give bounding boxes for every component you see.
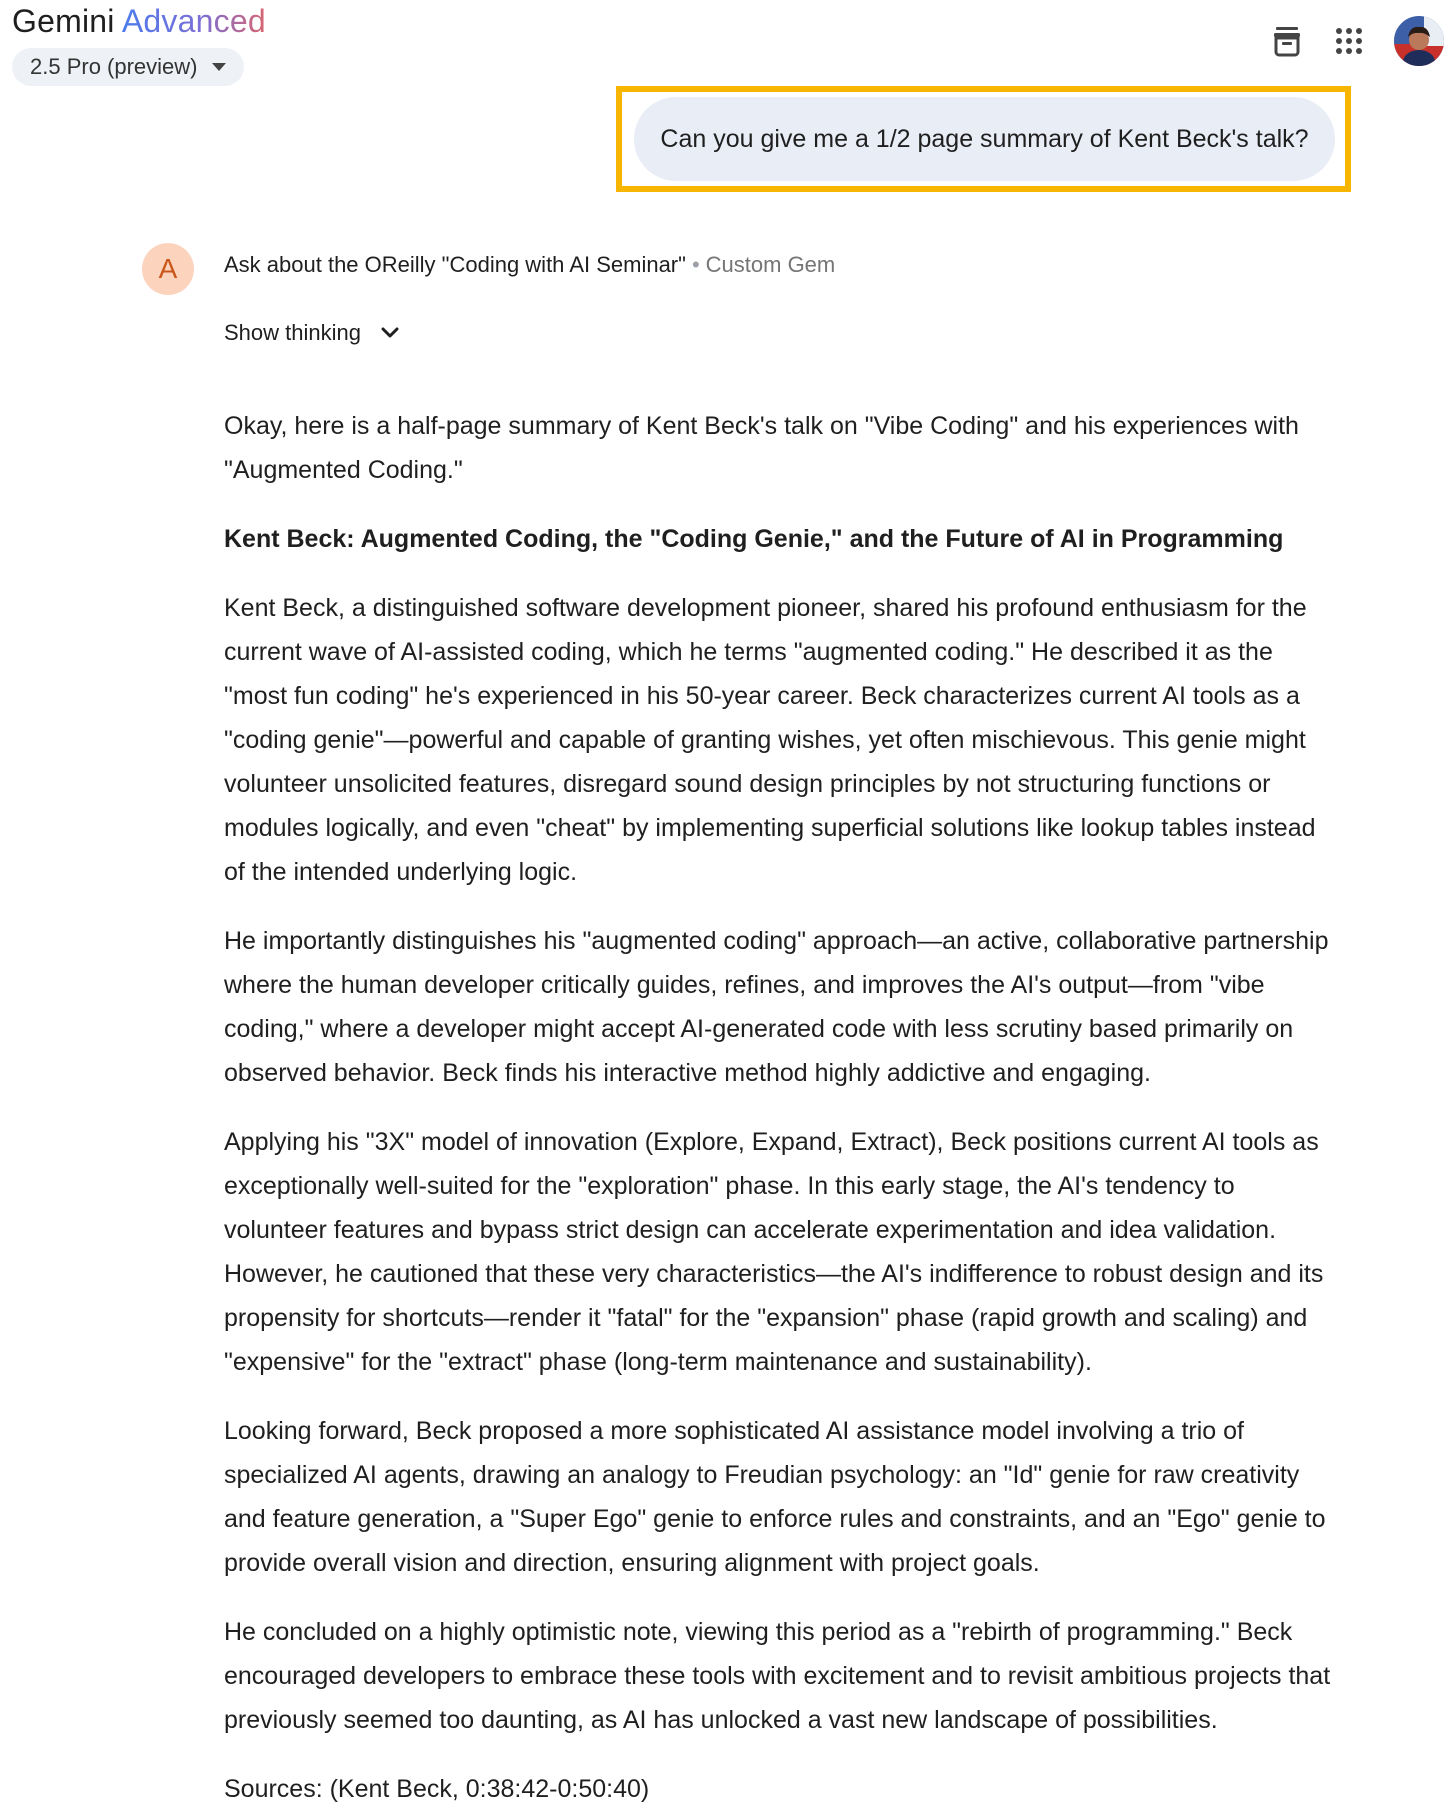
gem-title bbox=[224, 252, 835, 278]
response-sources: Sources: (Kent Beck, 0:38:42-0:50:40) bbox=[224, 1775, 650, 1803]
user-message bbox=[634, 97, 1335, 181]
response-intro: Okay, here is a half-page summary of Kent Beck's talk on "Vibe Coding" and his experiences with "Augmented Coding." bbox=[224, 412, 1299, 484]
brand-tier: Advanced bbox=[121, 3, 266, 39]
user-avatar[interactable] bbox=[1394, 16, 1444, 66]
show-thinking-label: Show thinking bbox=[224, 320, 361, 345]
apps-grid-icon bbox=[1335, 27, 1363, 55]
model-response bbox=[224, 404, 1334, 1818]
top-right-toolbar bbox=[1270, 16, 1444, 66]
response-paragraph: He concluded on a highly optimistic note, viewing this period as a "rebirth of programming." Beck encouraged developers to embrace these tools with excitement and to revisit ambitious projects that previously seemed too daunting, as AI has unlocked a vast new landscape of possibilities. bbox=[224, 1618, 1331, 1734]
apps-button[interactable] bbox=[1332, 24, 1366, 58]
model-selector[interactable] bbox=[12, 48, 244, 86]
model-label: 2.5 Pro (preview) bbox=[30, 54, 198, 79]
chevron-down-icon bbox=[381, 327, 399, 339]
user-message-text: Can you give me a 1/2 page summary of Kent Beck's talk? bbox=[660, 124, 1309, 153]
response-paragraph: Applying his "3X" model of innovation (Explore, Expand, Extract), Beck positions current AI tools as exceptionally well-suited for the "exploration" phase. In this early stage, the AI's tendency to volunteer features and bypass strict design can accelerate experimentation and idea validation. However, he cautioned that these very characteristics—the AI's indifference to robust design and its propensity for shortcuts—render it "fatal" for the "expansion" phase (rapid growth and scaling) and "expensive" for the "extract" phase (long-term maintenance and sustainability). bbox=[224, 1128, 1324, 1376]
gem-tag: Custom Gem bbox=[705, 252, 836, 277]
profile-photo-icon bbox=[1394, 16, 1444, 66]
gem-name: Ask about the OReilly "Coding with AI Seminar" bbox=[224, 252, 686, 277]
response-paragraph: Looking forward, Beck proposed a more sophisticated AI assistance model involving a trio of specialized AI agents, drawing an analogy to Freudian psychology: an "Id" genie for raw creativity and feature generation, a "Super Ego" genie to enforce rules and constraints, and an "Ego" genie to provide overall vision and direction, ensuring alignment with project goals. bbox=[224, 1417, 1326, 1577]
app-brand bbox=[12, 2, 266, 40]
gem-avatar-letter: A bbox=[158, 253, 178, 284]
show-thinking-toggle[interactable] bbox=[224, 320, 399, 346]
chevron-down-icon bbox=[212, 63, 226, 71]
gem-avatar bbox=[142, 243, 194, 295]
gem-separator: • bbox=[691, 252, 700, 277]
response-heading: Kent Beck: Augmented Coding, the "Coding Genie," and the Future of AI in Programming bbox=[224, 525, 1284, 553]
archive-button[interactable] bbox=[1270, 24, 1304, 58]
archive-icon bbox=[1272, 25, 1302, 57]
brand-name: Gemini bbox=[12, 3, 115, 39]
response-paragraph: He importantly distinguishes his "augmented coding" approach—an active, collaborative partnership where the human developer critically guides, refines, and improves the AI's output—from "vibe coding," where a developer might accept AI-generated code with less scrutiny based primarily on observed behavior. Beck finds his interactive method highly addictive and engaging. bbox=[224, 927, 1329, 1087]
response-paragraph: Kent Beck, a distinguished software development pioneer, shared his profound enthusiasm for the current wave of AI-assisted coding, which he terms "augmented coding." He described it as the "most fun coding" he's experienced in his 50-year career. Beck characterizes current AI tools as a "coding genie"—powerful and capable of granting wishes, yet often mischievous. This genie might volunteer unsolicited features, disregard sound design principles by not structuring functions or modules logically, and even "cheat" by implementing superficial solutions like lookup tables instead of the intended underlying logic. bbox=[224, 594, 1316, 886]
